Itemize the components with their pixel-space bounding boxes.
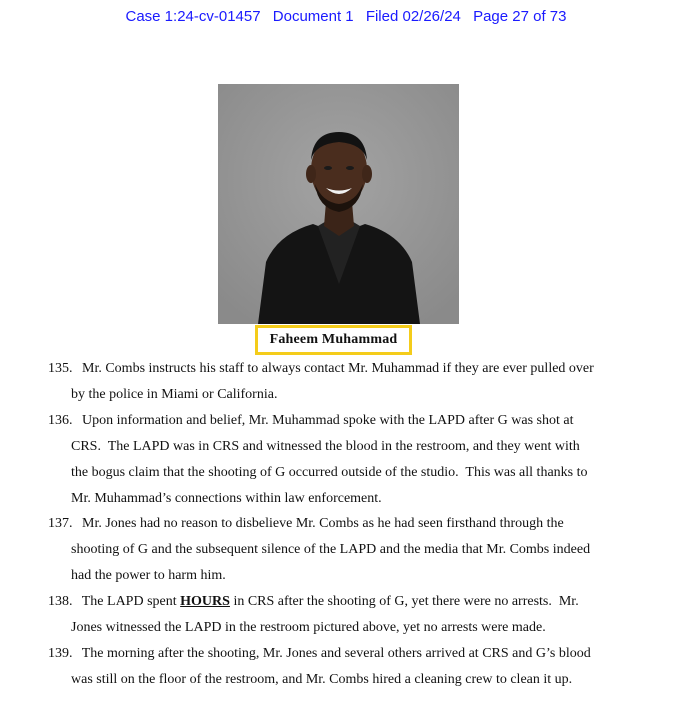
filed-date: Filed 02/26/24 [365,8,461,25]
paragraph-line: CRS. The LAPD was in CRS and witnessed the blood in the restroom, and they went with [71,438,580,454]
paragraph-line: the bogus claim that the shooting of G occurred outside of the studio. This was all thanks to [71,464,588,480]
paragraph-text-after: in CRS after the shooting of G, yet there were no arrests. Mr. [229,594,579,610]
document-number: Document 1 [272,8,354,25]
paragraph-139 [48,641,638,693]
paragraph-136 [48,408,638,512]
paragraph-number: 135. [48,361,73,376]
paragraph-line: was still on the floor of the restroom, and Mr. Combs hired a cleaning crew to clean it up. [71,671,573,687]
case-header [0,8,692,25]
paragraph-line: The morning after the shooting, Mr. Jones and several others arrived at CRS and G’s blood [81,645,591,661]
paragraph-line: Mr. Jones had no reason to disbelieve Mr. Combs as he had seen firsthand through the [82,516,564,532]
paragraph-line: shooting of G and the subsequent silence of the LAPD and the media that Mr. Combs indeed [71,542,591,558]
paragraph-list [48,356,638,693]
paragraph-number: 138. [48,594,73,610]
paragraph-138 [48,589,638,641]
paragraph-number: 139. [48,645,73,661]
hours-emphasis: HOURS [180,594,230,610]
paragraph-137 [48,511,638,589]
paragraph-number: 137. [48,516,73,532]
portrait-illustration [218,84,459,324]
portrait-photo [218,84,459,324]
paragraph-text-before: The LAPD spent [81,594,181,610]
paragraph-line: Mr. Combs instructs his staff to always contact Mr. Muhammad if they are ever pulled over [82,361,594,376]
photo-caption: Faheem Muhammad [255,325,412,355]
paragraph-line: Jones witnessed the LAPD in the restroom pictured above, yet no arrests were made. [71,620,546,636]
page-number: Page 27 of 73 [473,8,567,25]
paragraph-line: Mr. Muhammad’s connections within law enforcement. [71,490,382,506]
paragraph-number: 136. [48,412,73,428]
paragraph-line: had the power to harm him. [71,568,226,584]
paragraph-line: by the police in Miami or California. [71,386,278,402]
case-number: Case 1:24-cv-01457 [125,8,261,25]
paragraph-135 [48,356,638,408]
paragraph-line: Upon information and belief, Mr. Muhammad spoke with the LAPD after G was shot at [82,412,574,428]
